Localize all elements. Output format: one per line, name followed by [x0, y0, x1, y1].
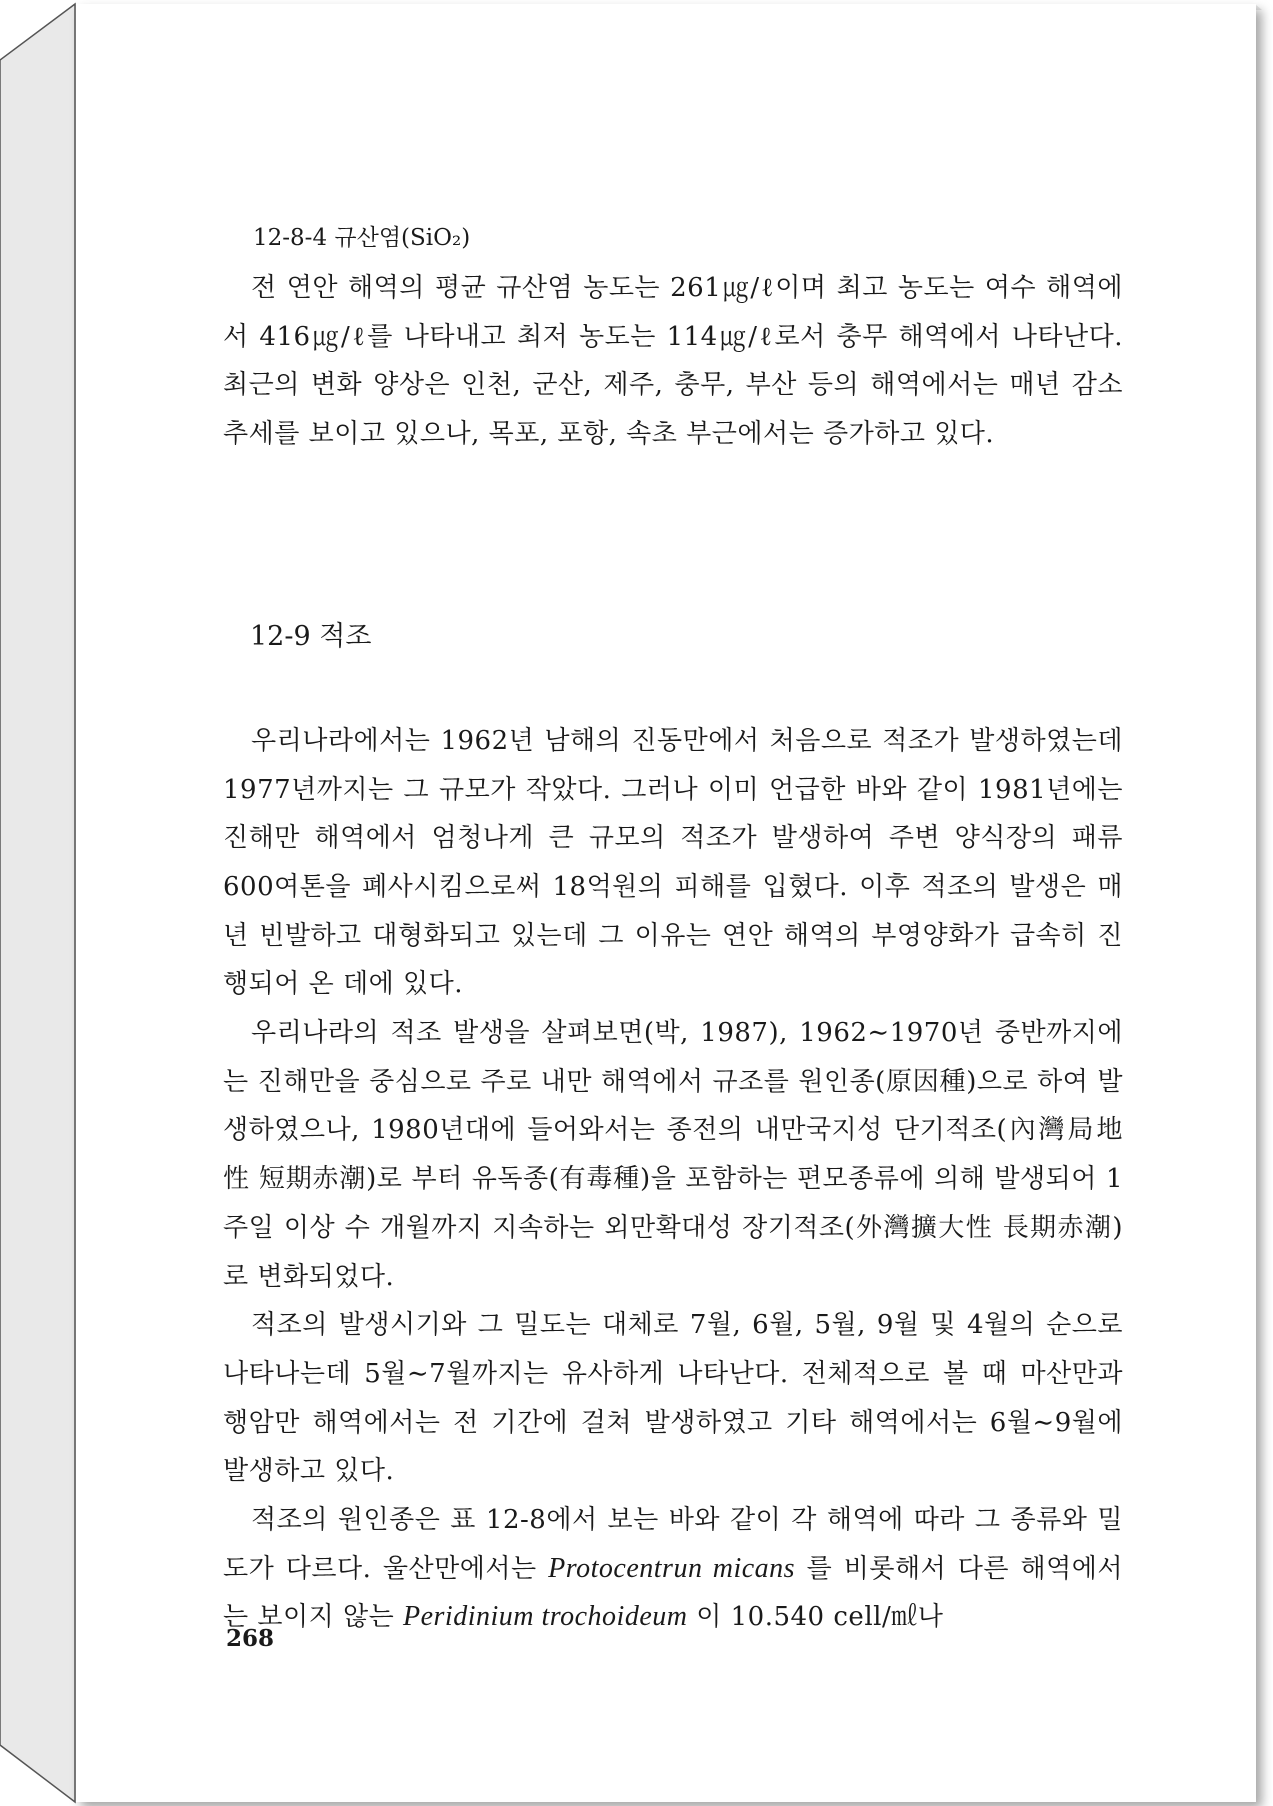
section-heading-silicate: 12-8-4 규산염(SiO₂)	[253, 225, 471, 251]
paragraph-red-tide-4	[223, 1496, 1123, 1642]
section-heading-red-tide: 12-9 적조	[250, 620, 372, 652]
paragraph-text: 적조의 원인종은 표 12-8에서 보는 바와 같이 각 해역에 따라 그 종류와 밀도가 다르다. 울산만에서는	[223, 1505, 1123, 1584]
species-name: Peridinium trochoideum	[403, 1601, 688, 1633]
paragraph-red-tide-2: 우리나라의 적조 발생을 살펴보면(박, 1987), 1962∼1970년 중반까지에는 진해만을 중심으로 주로 내만 해역에서 규조를 원인종(原因種)으로 하여 발생하였으나, 1980년대에 들어와서는 종전의 내만국지성 단기적조(內灣局地性 短期赤潮)로 부터 유독종(有毒種)을 포함하는 편모종류에 의해 발생되어 1주일 이상 수 개월까지 지속하는 외만확대성 장기적조(外灣擴大性 長期赤潮)로 변화되었다.	[223, 1018, 1123, 1292]
species-name: Protocentrun micans	[548, 1552, 796, 1584]
paragraph-silicate: 전 연안 해역의 평균 규산염 농도는 261㎍/ℓ이며 최고 농도는 여수 해역에서 416㎍/ℓ를 나타내고 최저 농도는 114㎍/ℓ로서 충무 해역에서 나타난다. 최근의 변화 양상은 인천, 군산, 제주, 충무, 부산 등의 해역에서는 매년 감소 추세를 보이고 있으나, 목포, 포항, 속초 부근에서는 증가하고 있다.	[223, 273, 1123, 450]
paragraph-text: 이 10.540 cell/㎖나	[687, 1602, 944, 1633]
paragraph-red-tide-3: 적조의 발생시기와 그 밀도는 대체로 7월, 6월, 5월, 9월 및 4월의 순으로 나타나는데 5월∼7월까지는 유사하게 나타난다. 전체적으로 볼 때 마산만과 행암만 해역에서는 전 기간에 걸쳐 발생하였고 기타 해역에서는 6월∼9월에 발생하고 있다.	[223, 1310, 1123, 1487]
paragraph-text: 를 비롯해서 다른 해역에서는 보이지 않는	[223, 1553, 1123, 1633]
page-content	[223, 218, 1123, 1642]
paragraph-red-tide-1: 우리나라에서는 1962년 남해의 진동만에서 처음으로 적조가 발생하였는데 1977년까지는 그 규모가 작았다. 그러나 이미 언급한 바와 같이 1981년에는 진해만 해역에서 엄청나게 큰 규모의 적조가 발생하여 주변 양식장의 패류 600여톤을 폐사시킴으로써 18억원의 피해를 입혔다. 이후 적조의 발생은 매년 빈발하고 대형화되고 있는데 그 이유는 연안 해역의 부영양화가 급속히 진행되어 온 데에 있다.	[223, 725, 1123, 1000]
page-number: 268	[226, 1625, 275, 1652]
